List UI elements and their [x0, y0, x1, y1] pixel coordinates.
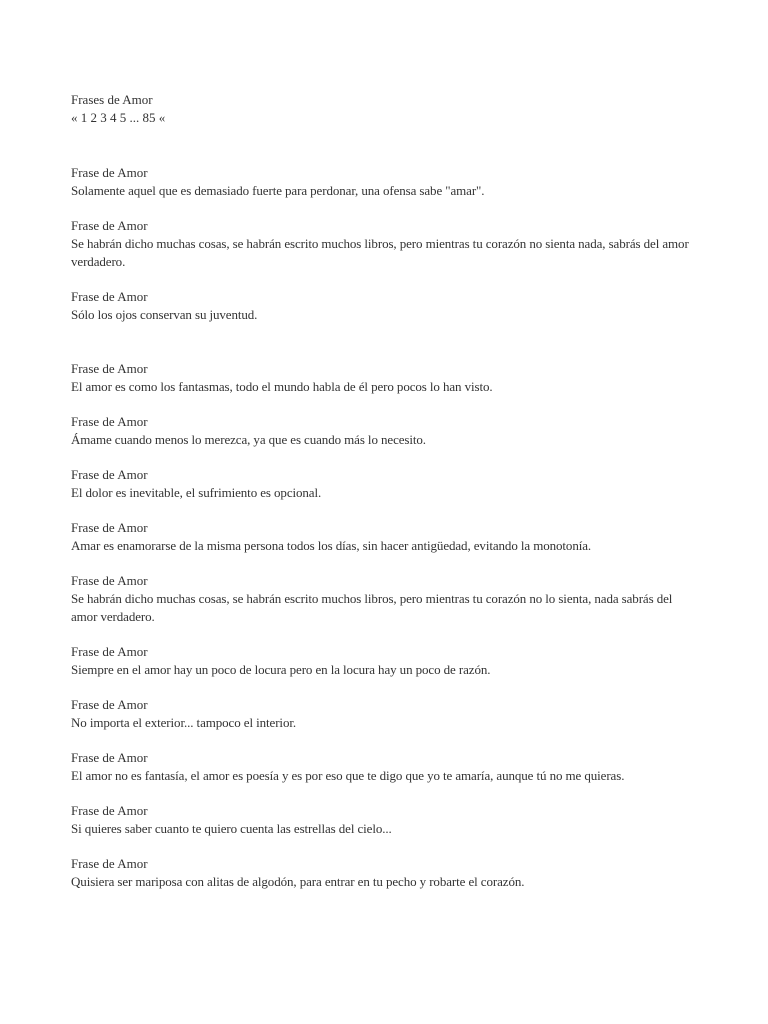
quote-entry — [71, 749, 696, 785]
quote-entry — [71, 288, 696, 324]
pagination-page-5-link[interactable]: 5 — [119, 110, 127, 125]
quote-title: Frase de Amor — [71, 520, 148, 535]
quote-title: Frase de Amor — [71, 803, 148, 818]
quote-entry — [71, 164, 696, 200]
pagination-page-4-link[interactable]: 4 — [110, 110, 117, 125]
quote-text: Ámame cuando menos lo merezca, ya que es cuando más lo necesito. — [71, 432, 426, 447]
quote-entry — [71, 572, 696, 626]
quote-text: Sólo los ojos conservan su juventud. — [71, 307, 258, 322]
quote-entry — [71, 643, 696, 679]
quote-list-first — [71, 164, 696, 324]
quote-title: Frase de Amor — [71, 697, 148, 712]
quote-text: Amar es enamorarse de la misma persona todos los días, sin hacer antigüedad, evitando la monotonía. — [71, 538, 592, 553]
quote-text: El amor no es fantasía, el amor es poesía y es por eso que te digo que yo te amaría, aunque tú no me quieras. — [71, 768, 625, 783]
quote-text: Siempre en el amor hay un poco de locura pero en la locura hay un poco de razón. — [71, 662, 491, 677]
pagination-next-link[interactable]: « — [158, 110, 166, 125]
quote-text: Si quieres saber cuanto te quiero cuenta las estrellas del cielo... — [71, 821, 392, 836]
quote-title: Frase de Amor — [71, 414, 148, 429]
quote-entry — [71, 413, 696, 449]
quote-text: No importa el exterior... tampoco el interior. — [71, 715, 297, 730]
quote-text: Solamente aquel que es demasiado fuerte para perdonar, una ofensa sabe "amar". — [71, 183, 485, 198]
quote-entry — [71, 217, 696, 271]
quote-entry — [71, 466, 696, 502]
quote-title: Frase de Amor — [71, 361, 148, 376]
quote-text: Se habrán dicho muchas cosas, se habrán escrito muchos libros, pero mientras tu corazón no sienta nada, sabrás del amor verdadero. — [71, 236, 689, 269]
quote-title: Frase de Amor — [71, 750, 148, 765]
pagination-page-1-link[interactable]: 1 — [80, 110, 88, 125]
pagination-page-3-link[interactable]: 3 — [100, 110, 107, 125]
quote-entry — [71, 855, 696, 891]
quote-title: Frase de Amor — [71, 644, 148, 659]
pagination-ellipsis: ... — [129, 110, 140, 125]
quote-text: Se habrán dicho muchas cosas, se habrán escrito muchos libros, pero mientras tu corazón no lo sienta, nada sabrás del amor verdadero. — [71, 591, 673, 624]
quote-text: El dolor es inevitable, el sufrimiento es opcional. — [71, 485, 322, 500]
pagination-page-2-link[interactable]: 2 — [90, 110, 97, 125]
pagination-last-page-link[interactable]: 85 — [142, 110, 156, 125]
quote-list-second — [71, 360, 696, 891]
quote-title: Frase de Amor — [71, 573, 148, 588]
document-page — [71, 91, 696, 908]
quote-title: Frase de Amor — [71, 856, 148, 871]
quote-title: Frase de Amor — [71, 218, 148, 233]
quote-title: Frase de Amor — [71, 467, 148, 482]
quote-text: El amor es como los fantasmas, todo el mundo habla de él pero pocos lo han visto. — [71, 379, 493, 394]
quote-title: Frase de Amor — [71, 165, 148, 180]
quote-text: Quisiera ser mariposa con alitas de algodón, para entrar en tu pecho y robarte el corazón. — [71, 874, 525, 889]
pagination-prev-link[interactable]: « — [71, 110, 78, 125]
quote-title: Frase de Amor — [71, 289, 148, 304]
page-title: Frases de Amor — [71, 92, 153, 107]
quote-entry — [71, 519, 696, 555]
quote-entry — [71, 802, 696, 838]
quote-entry — [71, 360, 696, 396]
quote-entry — [71, 696, 696, 732]
pagination — [71, 109, 696, 127]
